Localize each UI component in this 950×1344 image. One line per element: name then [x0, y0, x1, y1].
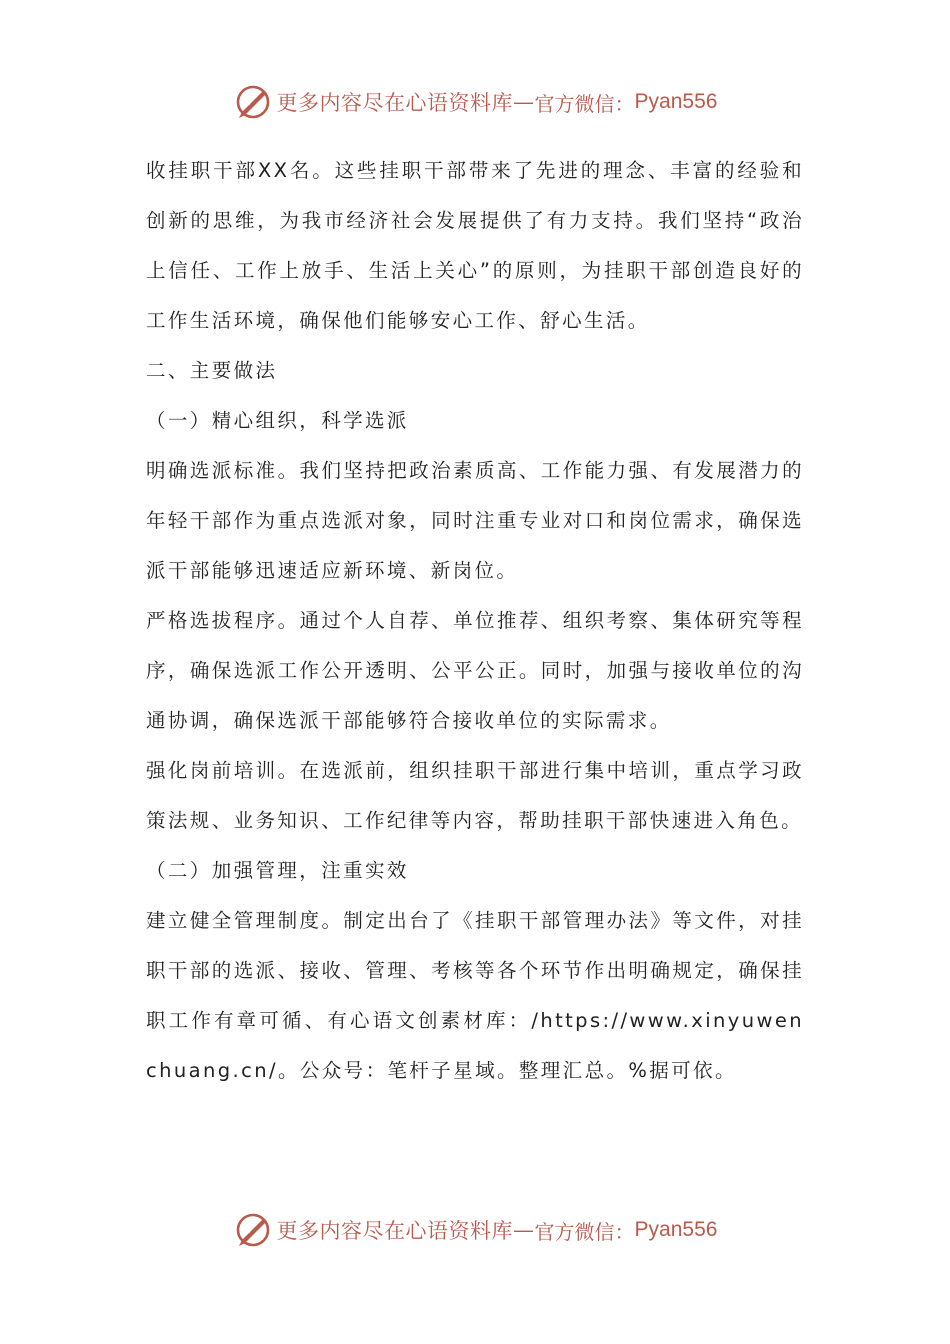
- paragraph-pre-job-training: 强化岗前培训。在选派前，组织挂职干部进行集中培训，重点学习政策法规、业务知识、工作纪律等内容，帮助挂职干部快速进入角色。: [146, 759, 804, 832]
- header-watermark-banner: [0, 80, 950, 124]
- section-heading-main-practices: 二、主要做法: [146, 359, 278, 382]
- paragraph-management-system: 建立健全管理制度。制定出台了《挂职干部管理办法》等文件，对挂职干部的选派、接收、管理、考核等各个环节作出明确规定，确保挂职工作有章可循、有心语文创素材库：/https://www.xinyuwenchuang.cn/。公众号：笔杆子星域。整理汇总。%据可依。: [146, 909, 804, 1082]
- banner-wechat-label: 官方微信：: [534, 91, 635, 116]
- banner-separator: —: [513, 1218, 535, 1242]
- subheading-selection: （一）精心组织，科学选派: [146, 409, 409, 432]
- banner-separator: —: [513, 90, 535, 114]
- pen-logo-icon: [233, 1210, 273, 1250]
- banner-wechat-label: 官方微信：: [534, 1219, 635, 1244]
- banner-wechat-id: Pyan556: [634, 1218, 718, 1241]
- paragraph-selection-procedure: 严格选拔程序。通过个人自荐、单位推荐、组织考察、集体研究等程序，确保选派工作公开透明、公平公正。同时，加强与接收单位的沟通协调，确保选派干部能够符合接收单位的实际需求。: [146, 609, 804, 732]
- paragraph-intro: 收挂职干部XX名。这些挂职干部带来了先进的理念、丰富的经验和创新的思维，为我市经济社会发展提供了有力支持。我们坚持“政治上信任、工作上放手、生活上关心”的原则，为挂职干部创造良好的工作生活环境，确保他们能够安心工作、舒心生活。: [146, 159, 804, 332]
- banner-wechat-id: Pyan556: [634, 90, 718, 113]
- subheading-management: （二）加强管理，注重实效: [146, 859, 409, 882]
- pen-logo-icon: [233, 82, 273, 122]
- document-body: [146, 146, 804, 1096]
- banner-text: 更多内容尽在心语资料库: [276, 91, 514, 115]
- paragraph-selection-standard: 明确选派标准。我们坚持把政治素质高、工作能力强、有发展潜力的年轻干部作为重点选派对象，同时注重专业对口和岗位需求，确保选派干部能够迅速适应新环境、新岗位。: [146, 459, 804, 582]
- banner-text: 更多内容尽在心语资料库: [276, 1219, 514, 1243]
- footer-watermark-banner: [0, 1208, 950, 1252]
